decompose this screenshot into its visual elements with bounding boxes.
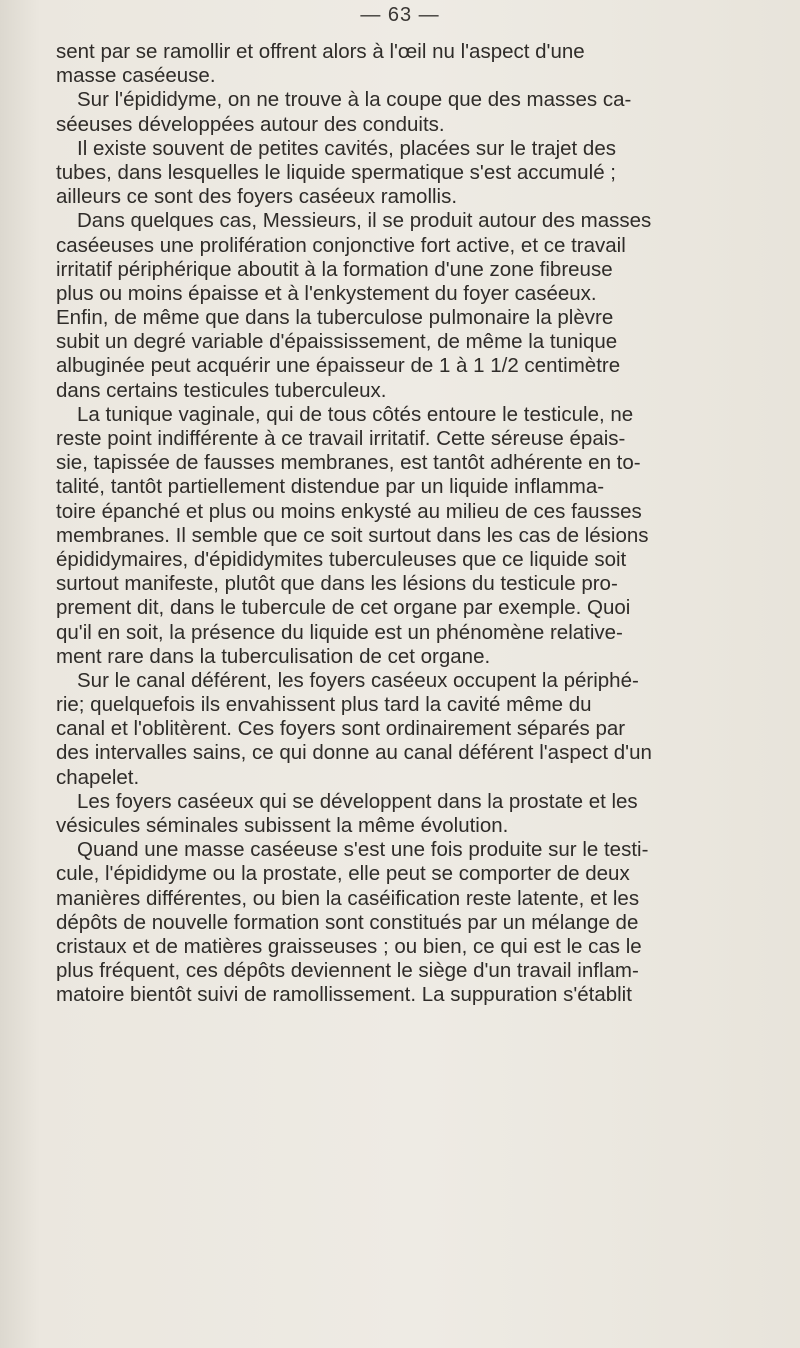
text-line: sie, tapissée de fausses membranes, est tantôt adhérente en to- [56,451,641,475]
text-line: Sur le canal déférent, les foyers caséeux occupent la périphé- [77,668,639,692]
text-line: épididymaires, d'épididymites tuberculeuses que ce liquide soit [56,547,627,571]
text-line: cristaux et de matières graisseuses ; ou bien, ce qui est le cas le [56,934,642,958]
page-number: — 63 — [360,4,440,26]
text-line: des intervalles sains, ce qui donne au canal déférent l'aspect d'un [56,741,652,765]
text-line: séeuses développées autour des conduits. [56,112,445,136]
text-line: Dans quelques cas, Messieurs, il se produit autour des masses [77,209,652,233]
text-line: dépôts de nouvelle formation sont constitués par un mélange de [56,910,639,934]
text-line: Les foyers caséeux qui se développent dans la prostate et les [77,789,638,813]
text-line: caséeuses une prolifération conjonctive fort active, et ce travail [56,233,626,257]
text-line: matoire bientôt suivi de ramollissement. La suppuration s'établit [56,983,632,1007]
text-line: surtout manifeste, plutôt que dans les lésions du testicule pro- [56,572,618,596]
text-line: reste point indifférente à ce travail irritatif. Cette séreuse épais- [56,427,626,450]
text-line: albuginée peut acquérir une épaisseur de 1 à 1 1/2 centimètre [56,354,621,378]
text-line: Quand une masse caséeuse s'est une fois produite sur le testi- [77,838,649,862]
text-line: membranes. Il semble que ce soit surtout dans les cas de lésions [56,523,649,547]
text-line: talité, tantôt partiellement distendue par un liquide inflamma- [56,475,605,499]
text-line: rie; quelquefois ils envahissent plus tard la cavité même du [56,693,592,717]
text-line: La tunique vaginale, qui de tous côtés entoure le testicule, ne [77,402,634,426]
text-line: toire épanché et plus ou moins enkysté au milieu de ces fausses [56,499,642,523]
text-line: qu'il en soit, la présence du liquide est un phénomène relative- [56,620,623,644]
text-line: cule, l'épididyme ou la prostate, elle peut se comporter de deux [56,862,630,886]
text-line: chapelet. [56,765,140,789]
text-line: vésicules séminales subissent la même évolution. [56,814,509,837]
text-line: dans certains testicules tuberculeux. [56,378,387,402]
text-line: Il existe souvent de petites cavités, placées sur le trajet des [77,136,616,160]
text-line: Sur l'épididyme, on ne trouve à la coupe que des masses ca- [77,88,632,112]
text-line: canal et l'oblitèrent. Ces foyers sont ordinairement séparés par [56,717,626,741]
text-line: manières différentes, ou bien la caséification reste latente, et les [56,886,640,910]
text-line: sent par se ramollir et offrent alors à l'œil nu l'aspect d'une [56,40,585,63]
text-line: masse caséeuse. [56,64,216,88]
text-line: irritatif périphérique aboutit à la formation d'une zone fibreuse [56,257,613,281]
text-line: ment rare dans la tuberculisation de cet organe. [56,644,491,668]
text-line: Enfin, de même que dans la tuberculose pulmonaire la plèvre [56,306,614,330]
text-line: prement dit, dans le tubercule de cet organe par exemple. Quoi [56,596,631,620]
text-line: subit un degré variable d'épaississement, de même la tunique [56,330,618,354]
text-line: ailleurs ce sont des foyers caséeux ramollis. [56,185,458,209]
text-line: plus ou moins épaisse et à l'enkystement du foyer caséeux. [56,281,597,305]
text-line: tubes, dans lesquelles le liquide spermatique s'est accumulé ; [56,160,617,184]
body-text [56,40,796,1008]
text-line: plus fréquent, ces dépôts deviennent le siège d'un travail inflam- [56,959,639,983]
